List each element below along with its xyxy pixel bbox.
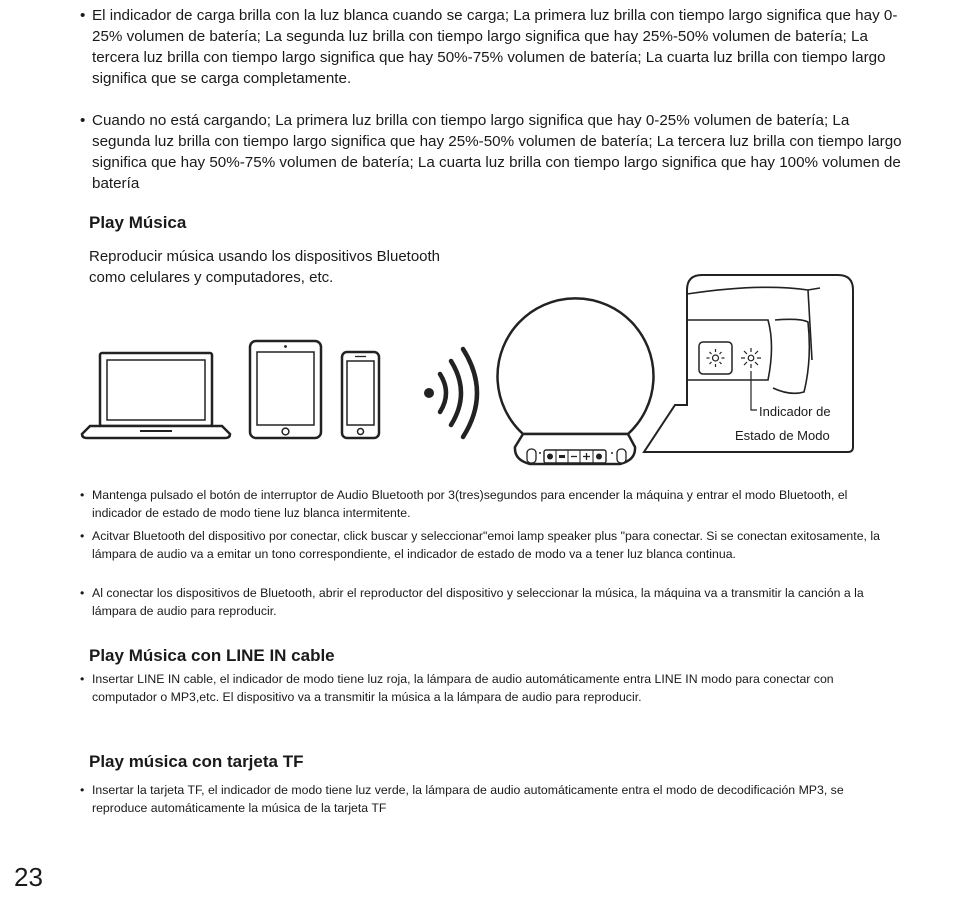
bullet-glyph: • — [80, 529, 85, 543]
tf-card-heading: Play música con tarjeta TF — [89, 752, 304, 771]
callout-label-line2: Estado de Modo — [735, 428, 830, 443]
bullet-glyph: • — [80, 586, 85, 600]
line-in-bullet-1 — [80, 670, 890, 707]
bullet-glyph: • — [80, 112, 86, 129]
bullet-glyph: • — [80, 7, 86, 24]
line-in-bullet-text: Insertar LINE IN cable, el indicador de modo tiene luz roja, la lámpara de audio automáticamente entra LINE IN modo para conectar con computador o MP3,etc. El dispositivo va a transmitir la música a la lámpara de audio para reproducir. — [92, 672, 834, 705]
mode-indicator-callout — [644, 275, 853, 452]
tf-card-bullet-1 — [80, 781, 890, 818]
play-music-bullet-text: Al conectar los dispositivos de Bluetooth, abrir el reproductor del dispositivo y seleccionar la música, la máquina va a transmitir la canción a la lámpara de audio para reproducir. — [92, 586, 864, 619]
phone-icon — [342, 352, 379, 438]
line-in-heading: Play Música con LINE IN cable — [89, 646, 335, 665]
play-music-bullet-text: Acitvar Bluetooth del dispositivo por conectar, click buscar y seleccionar"emoi lamp speaker plus "para conectar. Si se conectan exitosamente, la lámpara de audio va a emitar un tono correspondiente, el indicador de estado de modo va a tener luz blanca continua. — [92, 529, 880, 562]
page-number: 23 — [14, 862, 43, 892]
callout-label-line1: Indicador de — [759, 404, 831, 419]
play-music-heading: Play Música — [89, 213, 187, 232]
bullet-glyph: • — [80, 783, 85, 797]
laptop-icon — [82, 353, 230, 438]
tf-card-bullet-text: Insertar la tarjeta TF, el indicador de modo tiene luz verde, la lámpara de audio automáticamente entra el modo de decodificación MP3, se reproduce automáticamente la música de la tarjeta TF — [92, 783, 844, 816]
battery-not-charging-text: Cuando no está cargando; La primera luz brilla con tiempo largo significa que hay 0-25% volumen de batería; La segunda luz brilla con tiempo largo significa que hay 25%-50% volumen de batería; La tercera luz brilla con tiempo largo significa que hay 50%-75% volumen de batería; La cuarta luz brilla con tiempo largo significa que hay 100% volumen de batería — [92, 112, 902, 192]
tablet-icon — [250, 341, 321, 438]
play-music-bullet-3 — [80, 584, 890, 621]
bullet-glyph: • — [80, 488, 85, 502]
bullet-glyph: • — [80, 672, 85, 686]
play-music-bullet-1 — [80, 486, 890, 523]
battery-charging-text: El indicador de carga brilla con la luz blanca cuando se carga; La primera luz brilla con tiempo largo significa que hay 0-25% volumen de batería; La segunda luz brilla con tiempo largo significa que hay 25%-50% volumen de batería; La tercera luz brilla con tiempo largo significa que hay 50%-75% volumen de batería; La cuarta luz brilla con tiempo largo significa que se carga completamente. — [92, 7, 898, 87]
play-music-bullet-2 — [80, 527, 890, 564]
play-music-description: Reproducir música usando los dispositivos Bluetooth como celulares y computadores, etc. — [89, 248, 441, 286]
play-music-bullet-text: Mantenga pulsado el botón de interruptor de Audio Bluetooth por 3(tres)segundos para encender la máquina y entrar el modo Bluetooth, el indicador de estado de modo tiene luz blanca intermitente. — [92, 488, 848, 521]
wireless-signal-icon — [424, 349, 477, 437]
speaker-lamp-icon — [498, 298, 654, 464]
